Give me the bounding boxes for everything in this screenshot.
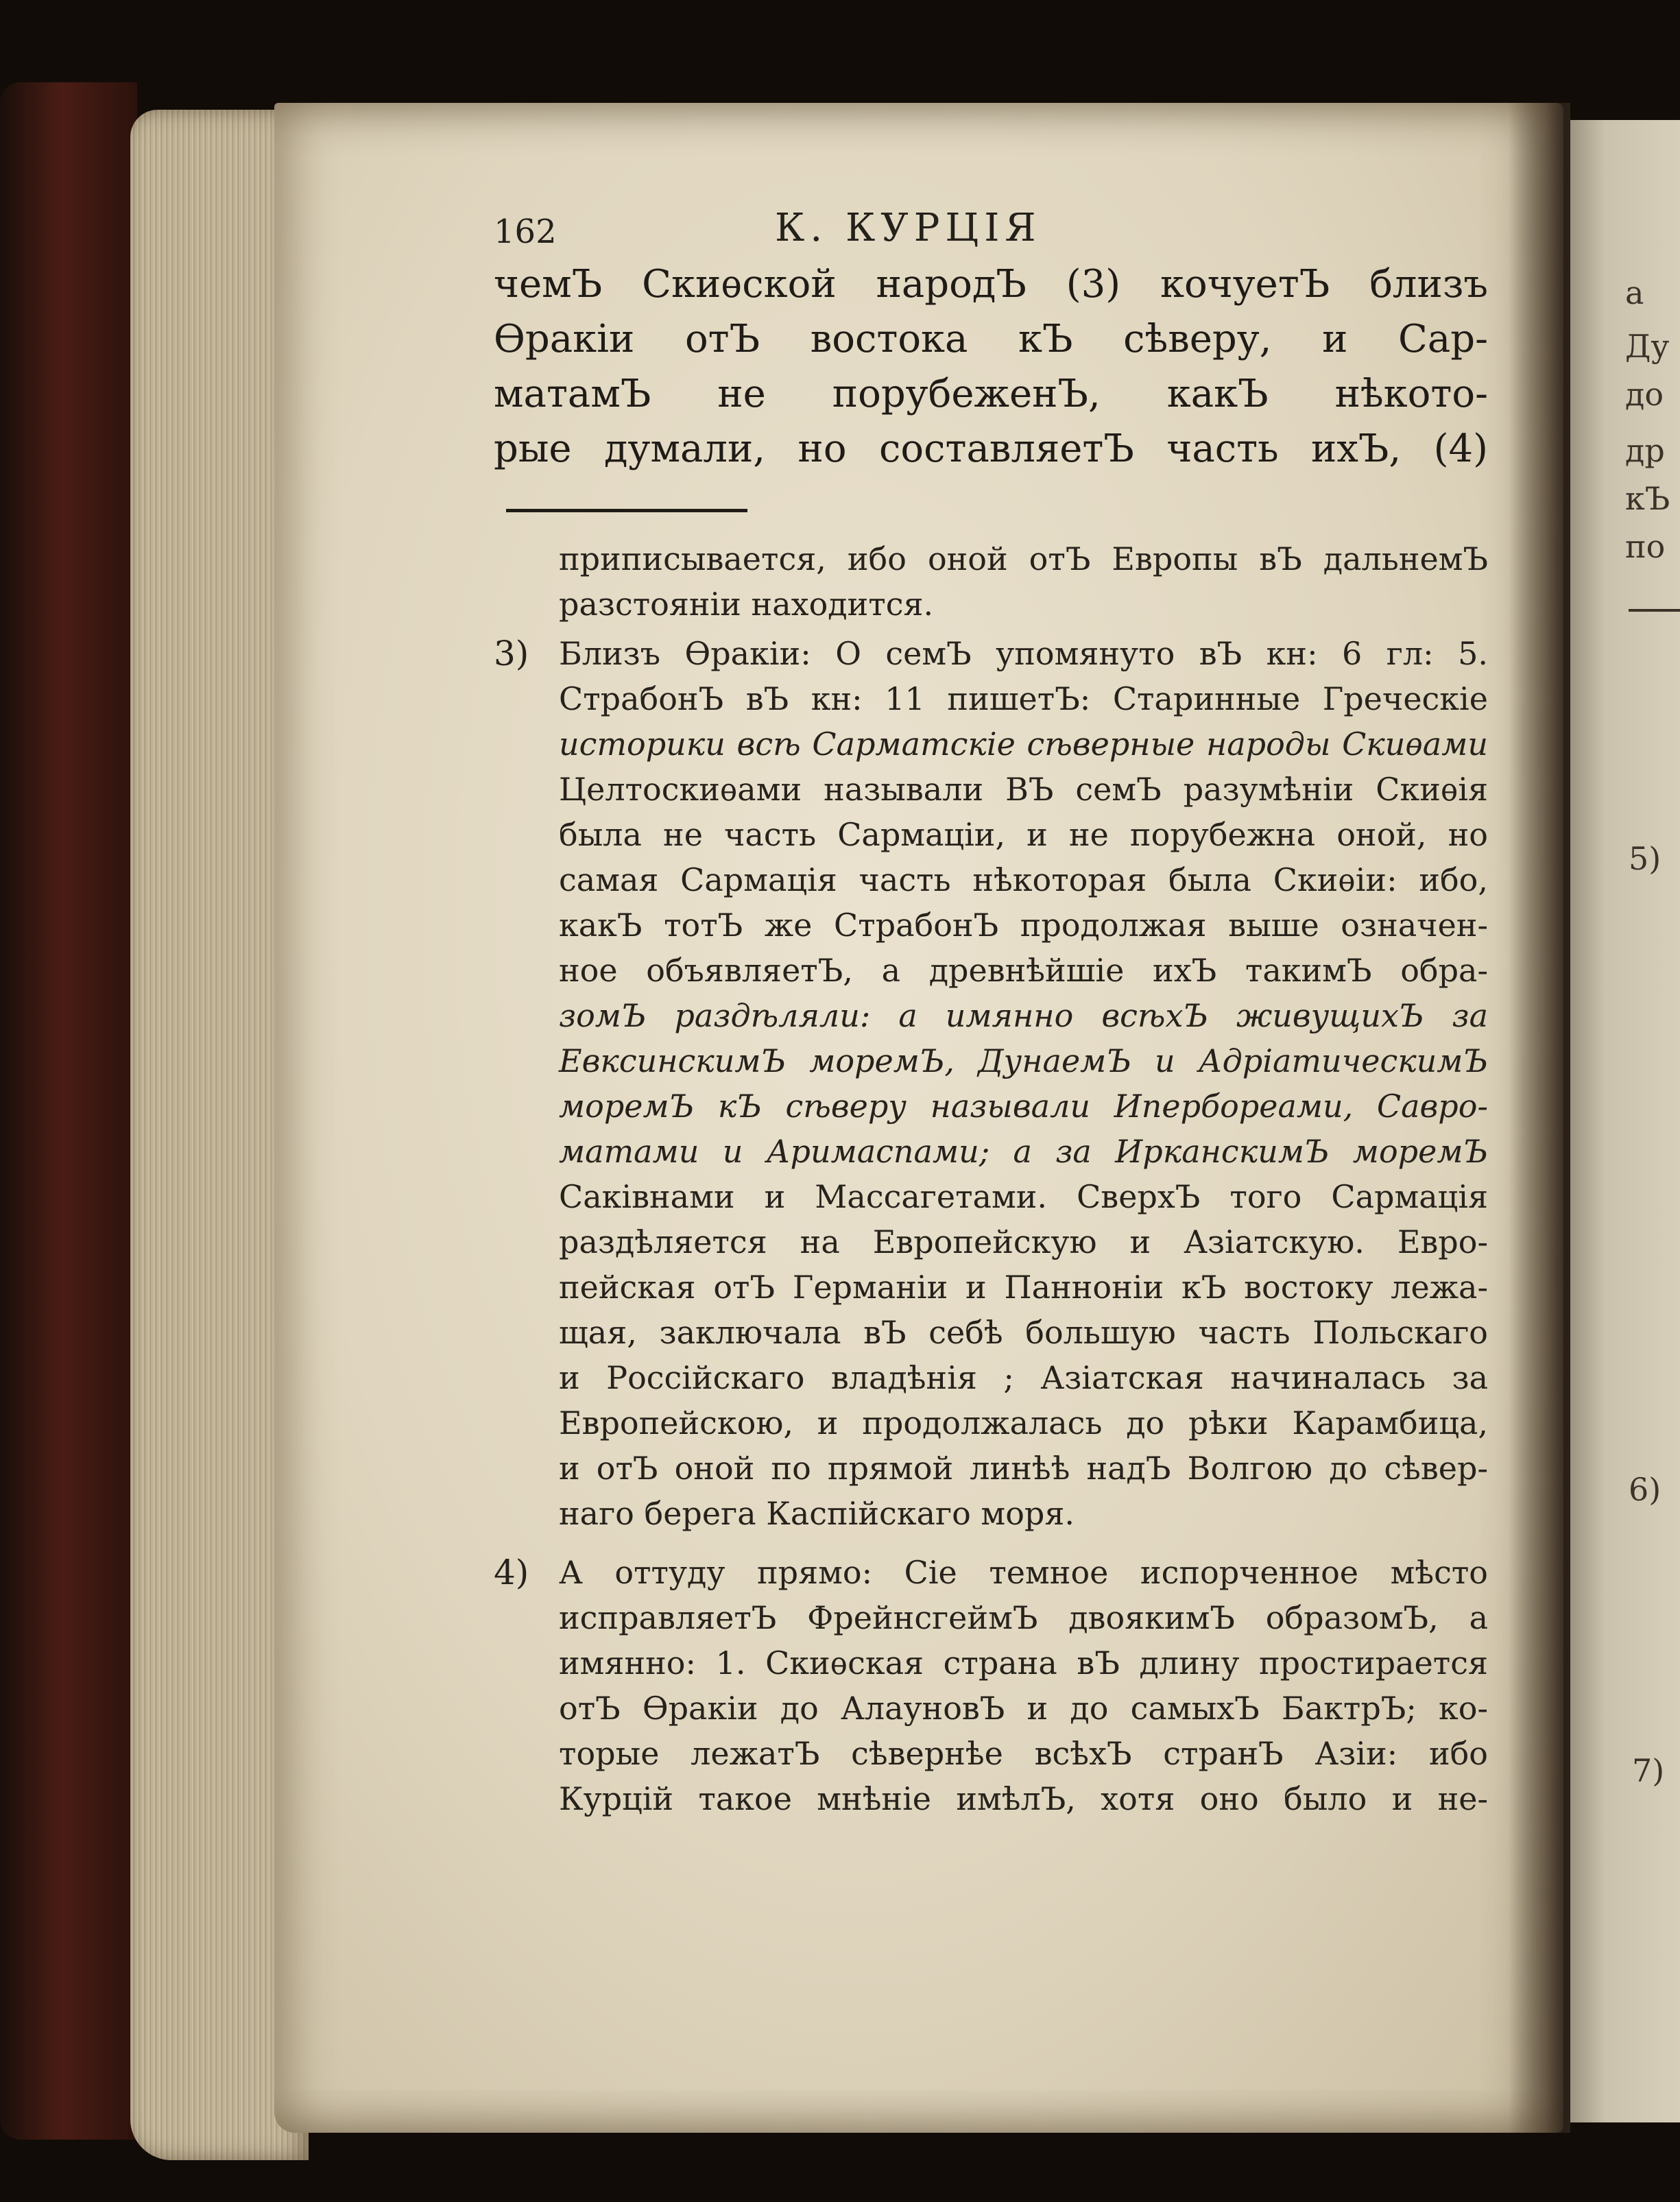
facing-note-marker: 7) (1632, 1752, 1665, 1789)
note-line: была не часть Сармаціи, и не порубежна оной, но (559, 816, 1488, 853)
book-gutter (1509, 103, 1570, 2133)
note-line: раздѣляется на Европейскую и Азіатскую. Евро- (559, 1223, 1488, 1260)
page-number: 162 (494, 213, 557, 251)
footnote-marker: 4) (494, 1553, 529, 1592)
note-line: отЪ Ѳракіи до АлауновЪ и до самыхЪ БактрЪ; ко- (559, 1690, 1488, 1727)
facing-fragment: по (1625, 528, 1666, 565)
footnote-continuation (494, 536, 1488, 627)
note-line: имянно: 1. Скиѳская страна вЪ длину простирается (559, 1644, 1488, 1682)
note-line: торые лежатЪ сѣвернѣе всѣхЪ странЪ Азіи: ибо (559, 1735, 1488, 1772)
note-line: разстояніи находится. (559, 586, 934, 623)
note-line: Курцій такое мнѣніе имѣлЪ, хотя оно было и не- (559, 1780, 1488, 1817)
note-line: матами и Аримаспами; а за ИрканскимЪ моремЪ (559, 1133, 1488, 1170)
facing-fragment: до (1625, 376, 1664, 413)
note-line: зомЪ раздѣляли: а имянно всѣхЪ живущихЪ за (559, 997, 1488, 1034)
note-line: исправляетЪ ФрейнсгеймЪ двоякимЪ образомЪ, а (559, 1599, 1488, 1636)
note-line: щая, заключала вЪ себѣ большую часть Польскаго (559, 1314, 1488, 1351)
note-line: пейская отЪ Германіи и Панноніи кЪ востоку лежа- (559, 1269, 1488, 1306)
note-line: самая Сармація часть нѣкоторая была Скиѳіи: ибо, (559, 861, 1488, 898)
note-line: историки всѣ Сарматскіе сѣверные народы Скиѳами (559, 726, 1488, 763)
note-line: А оттуду прямо: Сіе темное испорченное мѣсто (559, 1554, 1488, 1591)
note-line: СтрабонЪ вЪ кн: 11 пишетЪ: Старинные Греческіе (559, 680, 1488, 717)
text-line: Ѳракіи отЪ востока кЪ сѣверу, и Сар- (494, 317, 1488, 361)
facing-rule (1629, 609, 1680, 612)
note-line: Европейскою, и продолжалась до рѣки Карамбица, (559, 1404, 1488, 1441)
note-line: Целтоскиѳами называли ВЪ семЪ разумѣніи Скиѳія (559, 771, 1488, 808)
note-line: какЪ тотЪ же СтрабонЪ продолжая выше означен- (559, 907, 1488, 944)
note-line: приписывается, ибо оной отЪ Европы вЪ дальнемЪ (559, 540, 1488, 577)
facing-fragment: а (1625, 274, 1644, 311)
footnote-3 (494, 631, 1488, 1536)
note-line: ЕвксинскимЪ моремЪ, ДунаемЪ и АдріатическимЪ (559, 1042, 1488, 1079)
note-line: ное объявляетЪ, а древнѣйшіе ихЪ такимЪ обра- (559, 952, 1488, 989)
footnote-separator (506, 509, 747, 512)
note-line: и отЪ оной по прямой линѣѣ надЪ Волгою до сѣвер- (559, 1450, 1488, 1487)
text-line: рые думали, но составляетЪ часть ихЪ, (4) (494, 427, 1488, 471)
note-line: моремЪ кЪ сѣверу называли Иперборeами, Савро- (559, 1088, 1488, 1125)
facing-fragment: кЪ (1625, 480, 1670, 517)
main-text (494, 257, 1488, 477)
note-line: Близъ Ѳракіи: О семЪ упомянуто вЪ кн: 6 гл: 5. (559, 635, 1488, 672)
text-line: матамЪ не порубеженЪ, какЪ нѣкото- (494, 372, 1488, 416)
facing-fragment: Ду (1625, 328, 1670, 365)
note-line: наго берега Каспійскаго моря. (559, 1495, 1075, 1532)
facing-fragment: др (1625, 432, 1665, 469)
note-line: и Россійскаго владѣнія ; Азіатская начиналась за (559, 1359, 1488, 1396)
facing-note-marker: 5) (1629, 840, 1661, 877)
book-cover-edge (0, 82, 137, 2140)
footnote-marker: 3) (494, 634, 529, 673)
footnote-4 (494, 1550, 1488, 1821)
facing-note-marker: 6) (1629, 1471, 1661, 1508)
facing-page (1570, 120, 1680, 2122)
running-title: К. КУРЦІЯ (775, 206, 1042, 250)
text-line: чемЪ Скиѳской народЪ (3) кочуетЪ близъ (494, 262, 1488, 307)
note-line: Саківнами и Массагетами. СверхЪ того Сармація (559, 1178, 1488, 1215)
